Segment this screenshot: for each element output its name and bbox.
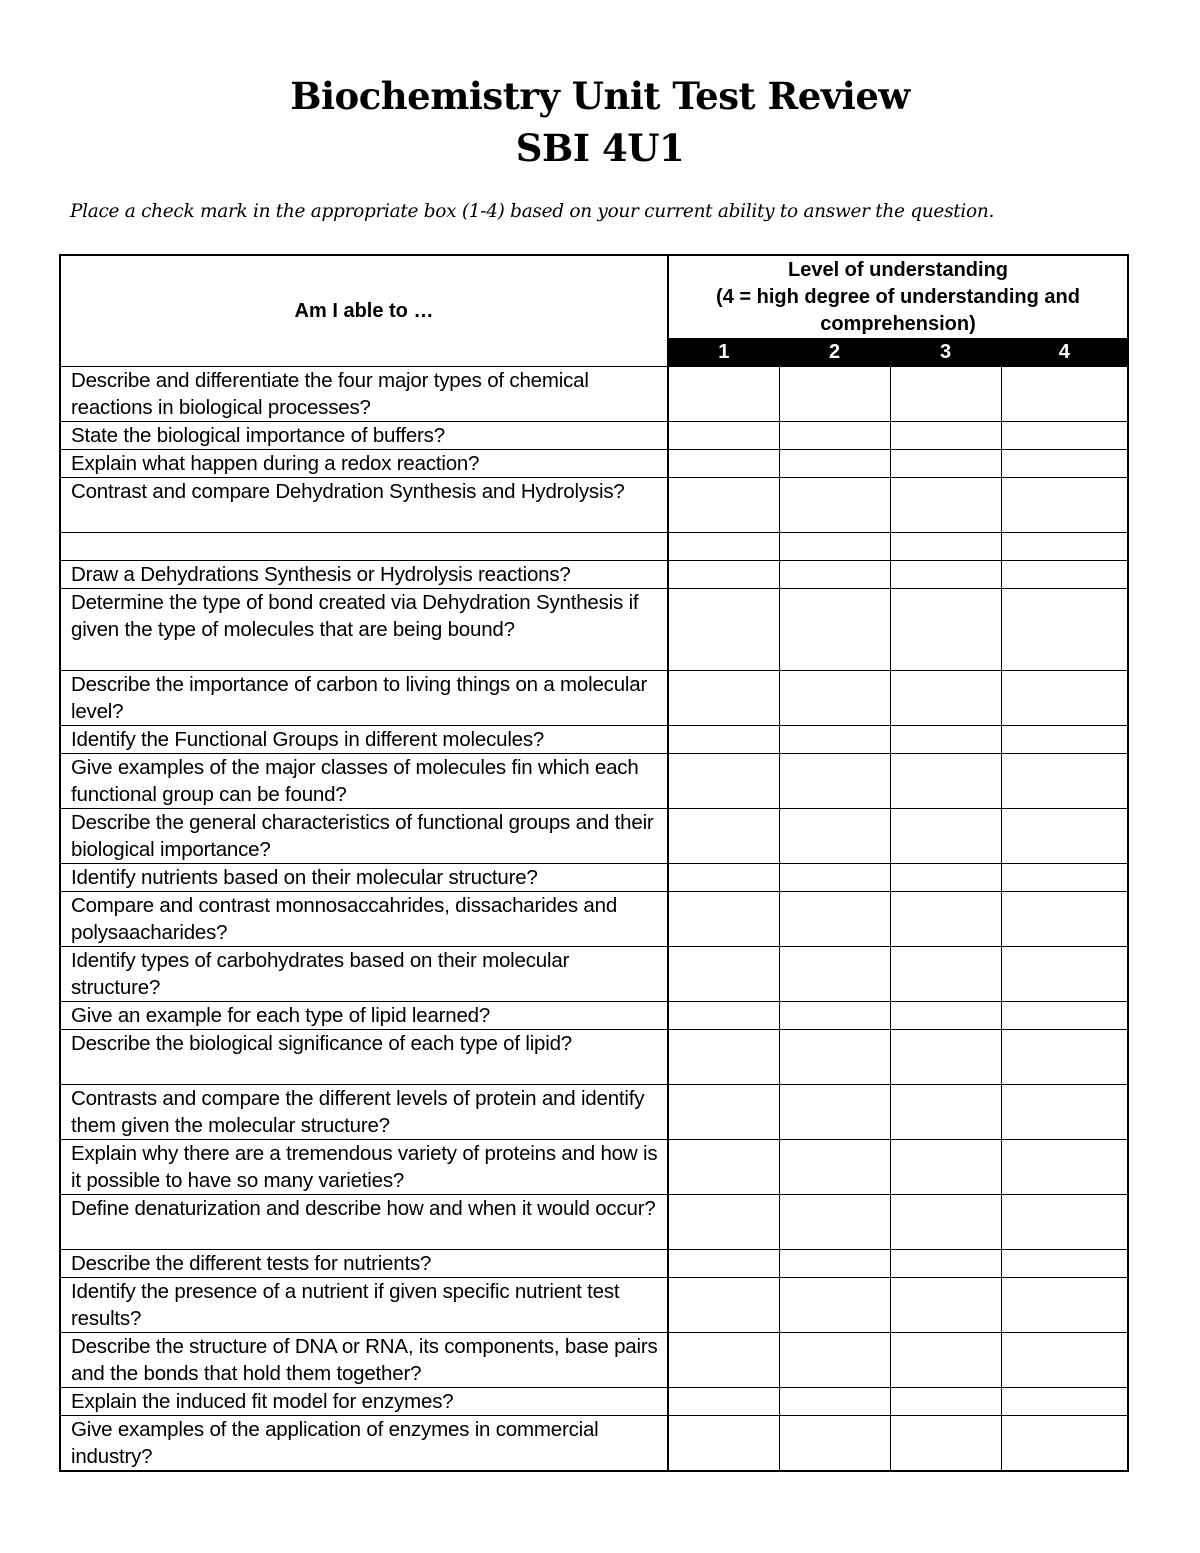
- level-3-checkbox[interactable]: [890, 892, 1001, 947]
- level-1-checkbox[interactable]: [668, 1085, 779, 1140]
- level-4-checkbox[interactable]: [1001, 947, 1128, 1002]
- level-2-checkbox[interactable]: [779, 1278, 890, 1333]
- table-row: [60, 726, 1128, 754]
- level-2-checkbox[interactable]: [779, 1416, 890, 1472]
- level-1-checkbox[interactable]: [668, 809, 779, 864]
- level-3-checkbox[interactable]: [890, 1416, 1001, 1472]
- question-text: Identify the Functional Groups in different molecules?: [60, 726, 668, 754]
- table-row: [60, 1333, 1128, 1388]
- level-1-checkbox[interactable]: [668, 947, 779, 1002]
- question-text: Give examples of the application of enzymes in commercial industry?: [60, 1416, 668, 1472]
- question-text: Describe the different tests for nutrients?: [60, 1250, 668, 1278]
- level-4-checkbox[interactable]: [1001, 1416, 1128, 1472]
- table-row: [60, 1388, 1128, 1416]
- level-2-checkbox[interactable]: [779, 1250, 890, 1278]
- level-4-checkbox[interactable]: [1001, 864, 1128, 892]
- level-2-checkbox[interactable]: [779, 892, 890, 947]
- level-2-checkbox[interactable]: [779, 947, 890, 1002]
- level-3-checkbox[interactable]: [890, 1002, 1001, 1030]
- level-1-checkbox[interactable]: [668, 754, 779, 809]
- level-1-checkbox[interactable]: [668, 1002, 779, 1030]
- level-4-checkbox[interactable]: [1001, 1030, 1128, 1085]
- course-code: SBI 4U1: [515, 126, 685, 170]
- level-3-checkbox[interactable]: [890, 1278, 1001, 1333]
- level-1-checkbox[interactable]: [668, 422, 779, 450]
- question-text: Identify types of carbohydrates based on their molecular structure?: [60, 947, 668, 1002]
- level-2-checkbox[interactable]: [779, 367, 890, 422]
- table-row: [60, 561, 1128, 589]
- level-1-checkbox[interactable]: [668, 1388, 779, 1416]
- level-1-checkbox[interactable]: [668, 367, 779, 422]
- question-text: Describe and differentiate the four major types of chemical reactions in biological processes?: [60, 367, 668, 422]
- level-3-checkbox[interactable]: [890, 422, 1001, 450]
- question-column-header: Am I able to …: [60, 255, 668, 367]
- level-2-checkbox[interactable]: [779, 1195, 890, 1250]
- level-column-header: [668, 255, 1128, 339]
- level-3-checkbox[interactable]: [890, 671, 1001, 726]
- level-4-checkbox[interactable]: [1001, 1333, 1128, 1388]
- level-4-header: 4: [1001, 339, 1128, 367]
- level-2-checkbox[interactable]: [779, 1030, 890, 1085]
- table-row: [60, 450, 1128, 478]
- table-row: [60, 533, 1128, 561]
- level-2-checkbox[interactable]: [779, 726, 890, 754]
- table-row: [60, 1030, 1128, 1085]
- level-2-checkbox[interactable]: [779, 671, 890, 726]
- level-4-checkbox[interactable]: [1001, 450, 1128, 478]
- table-row: [60, 864, 1128, 892]
- table-row: [60, 1085, 1128, 1140]
- question-text: Identify the presence of a nutrient if given specific nutrient test results?: [60, 1278, 668, 1333]
- table-row: [60, 1416, 1128, 1472]
- level-3-header: 3: [890, 339, 1001, 367]
- level-2-checkbox[interactable]: [779, 1140, 890, 1195]
- level-1-checkbox[interactable]: [668, 864, 779, 892]
- level-3-checkbox[interactable]: [890, 561, 1001, 589]
- level-2-checkbox[interactable]: [779, 1085, 890, 1140]
- question-text: State the biological importance of buffers?: [60, 422, 668, 450]
- level-2-checkbox[interactable]: [779, 1333, 890, 1388]
- level-header-subtitle: (4 = high degree of understanding and comprehension): [716, 285, 1080, 335]
- level-4-checkbox[interactable]: [1001, 1195, 1128, 1250]
- question-text: Describe the structure of DNA or RNA, its components, base pairs and the bonds that hold them together?: [60, 1333, 668, 1388]
- level-2-checkbox[interactable]: [779, 478, 890, 533]
- level-1-checkbox[interactable]: [668, 561, 779, 589]
- question-text: Draw a Dehydrations Synthesis or Hydrolysis reactions?: [60, 561, 668, 589]
- level-1-checkbox[interactable]: [668, 1030, 779, 1085]
- level-4-checkbox[interactable]: [1001, 809, 1128, 864]
- level-3-checkbox[interactable]: [890, 1195, 1001, 1250]
- table-row: [60, 1140, 1128, 1195]
- level-1-checkbox[interactable]: [668, 1416, 779, 1472]
- level-4-checkbox[interactable]: [1001, 561, 1128, 589]
- level-3-checkbox[interactable]: [890, 1085, 1001, 1140]
- level-3-checkbox[interactable]: [890, 809, 1001, 864]
- level-1-checkbox[interactable]: [668, 589, 779, 671]
- level-3-checkbox[interactable]: [890, 1388, 1001, 1416]
- level-4-checkbox[interactable]: [1001, 478, 1128, 533]
- question-text: Contrast and compare Dehydration Synthesis and Hydrolysis?: [60, 478, 668, 533]
- level-2-checkbox[interactable]: [779, 809, 890, 864]
- level-2-checkbox[interactable]: [779, 589, 890, 671]
- level-3-checkbox[interactable]: [890, 947, 1001, 1002]
- level-3-checkbox[interactable]: [890, 533, 1001, 561]
- level-3-checkbox[interactable]: [890, 1030, 1001, 1085]
- table-row: [60, 1195, 1128, 1250]
- level-1-checkbox[interactable]: [668, 1250, 779, 1278]
- table-row: [60, 892, 1128, 947]
- level-3-checkbox[interactable]: [890, 726, 1001, 754]
- question-rows: [60, 367, 1128, 1472]
- question-text: Explain why there are a tremendous variety of proteins and how is it possible to have so many varieties?: [60, 1140, 668, 1195]
- table-row: [60, 671, 1128, 726]
- question-text: [60, 533, 668, 561]
- level-2-checkbox[interactable]: [779, 1002, 890, 1030]
- question-text: Give examples of the major classes of molecules fin which each functional group can be found?: [60, 754, 668, 809]
- level-3-checkbox[interactable]: [890, 1140, 1001, 1195]
- level-1-checkbox[interactable]: [668, 450, 779, 478]
- level-4-checkbox[interactable]: [1001, 1085, 1128, 1140]
- level-3-checkbox[interactable]: [890, 450, 1001, 478]
- table-row: [60, 478, 1128, 533]
- level-2-checkbox[interactable]: [779, 1388, 890, 1416]
- table-row: [60, 754, 1128, 809]
- question-text: Describe the biological significance of each type of lipid?: [60, 1030, 668, 1085]
- level-4-checkbox[interactable]: [1001, 754, 1128, 809]
- level-2-header: 2: [779, 339, 890, 367]
- level-2-checkbox[interactable]: [779, 422, 890, 450]
- level-3-checkbox[interactable]: [890, 478, 1001, 533]
- level-header-title: Level of understanding: [787, 258, 1009, 281]
- level-3-checkbox[interactable]: [890, 754, 1001, 809]
- question-text: Give an example for each type of lipid learned?: [60, 1002, 668, 1030]
- document-title: Biochemistry Unit Test Review: [290, 74, 910, 118]
- level-1-checkbox[interactable]: [668, 533, 779, 561]
- question-text: Describe the importance of carbon to living things on a molecular level?: [60, 671, 668, 726]
- level-1-checkbox[interactable]: [668, 1333, 779, 1388]
- question-text: Compare and contrast monnosaccahrides, dissacharides and polysaacharides?: [60, 892, 668, 947]
- question-text: Explain what happen during a redox reaction?: [60, 450, 668, 478]
- level-1-checkbox[interactable]: [668, 1278, 779, 1333]
- level-1-checkbox[interactable]: [668, 892, 779, 947]
- level-1-checkbox[interactable]: [668, 671, 779, 726]
- table-row: [60, 809, 1128, 864]
- table-row: [60, 1250, 1128, 1278]
- level-1-checkbox[interactable]: [668, 478, 779, 533]
- level-4-checkbox[interactable]: [1001, 892, 1128, 947]
- table-row: [60, 367, 1128, 422]
- level-1-header: 1: [668, 339, 779, 367]
- level-2-checkbox[interactable]: [779, 533, 890, 561]
- level-3-checkbox[interactable]: [890, 1333, 1001, 1388]
- level-4-checkbox[interactable]: [1001, 422, 1128, 450]
- question-text: Explain the induced fit model for enzymes?: [60, 1388, 668, 1416]
- level-2-checkbox[interactable]: [779, 754, 890, 809]
- level-4-checkbox[interactable]: [1001, 1250, 1128, 1278]
- level-4-checkbox[interactable]: [1001, 726, 1128, 754]
- level-2-checkbox[interactable]: [779, 561, 890, 589]
- level-2-checkbox[interactable]: [779, 864, 890, 892]
- level-4-checkbox[interactable]: [1001, 533, 1128, 561]
- table-row: [60, 947, 1128, 1002]
- table-row: [60, 422, 1128, 450]
- level-4-checkbox[interactable]: [1001, 589, 1128, 671]
- level-4-checkbox[interactable]: [1001, 1278, 1128, 1333]
- question-text: Identify nutrients based on their molecular structure?: [60, 864, 668, 892]
- level-1-checkbox[interactable]: [668, 1195, 779, 1250]
- level-4-checkbox[interactable]: [1001, 1388, 1128, 1416]
- level-4-checkbox[interactable]: [1001, 1140, 1128, 1195]
- level-3-checkbox[interactable]: [890, 1250, 1001, 1278]
- question-text: Define denaturization and describe how and when it would occur?: [60, 1195, 668, 1250]
- level-1-checkbox[interactable]: [668, 1140, 779, 1195]
- level-4-checkbox[interactable]: [1001, 671, 1128, 726]
- table-row: [60, 1002, 1128, 1030]
- instructions: Place a check mark in the appropriate box (1-4) based on your current ability to answer the question.: [70, 201, 995, 222]
- level-4-checkbox[interactable]: [1001, 367, 1128, 422]
- review-checklist-table: [59, 254, 1129, 1472]
- question-text: Contrasts and compare the different levels of protein and identify them given the molecular structure?: [60, 1085, 668, 1140]
- level-1-checkbox[interactable]: [668, 726, 779, 754]
- level-3-checkbox[interactable]: [890, 367, 1001, 422]
- question-text: Determine the type of bond created via Dehydration Synthesis if given the type of molecules that are being bound?: [60, 589, 668, 671]
- level-2-checkbox[interactable]: [779, 450, 890, 478]
- level-3-checkbox[interactable]: [890, 864, 1001, 892]
- table-row: [60, 589, 1128, 671]
- table-row: [60, 1278, 1128, 1333]
- level-3-checkbox[interactable]: [890, 589, 1001, 671]
- level-4-checkbox[interactable]: [1001, 1002, 1128, 1030]
- question-text: Describe the general characteristics of functional groups and their biological importance?: [60, 809, 668, 864]
